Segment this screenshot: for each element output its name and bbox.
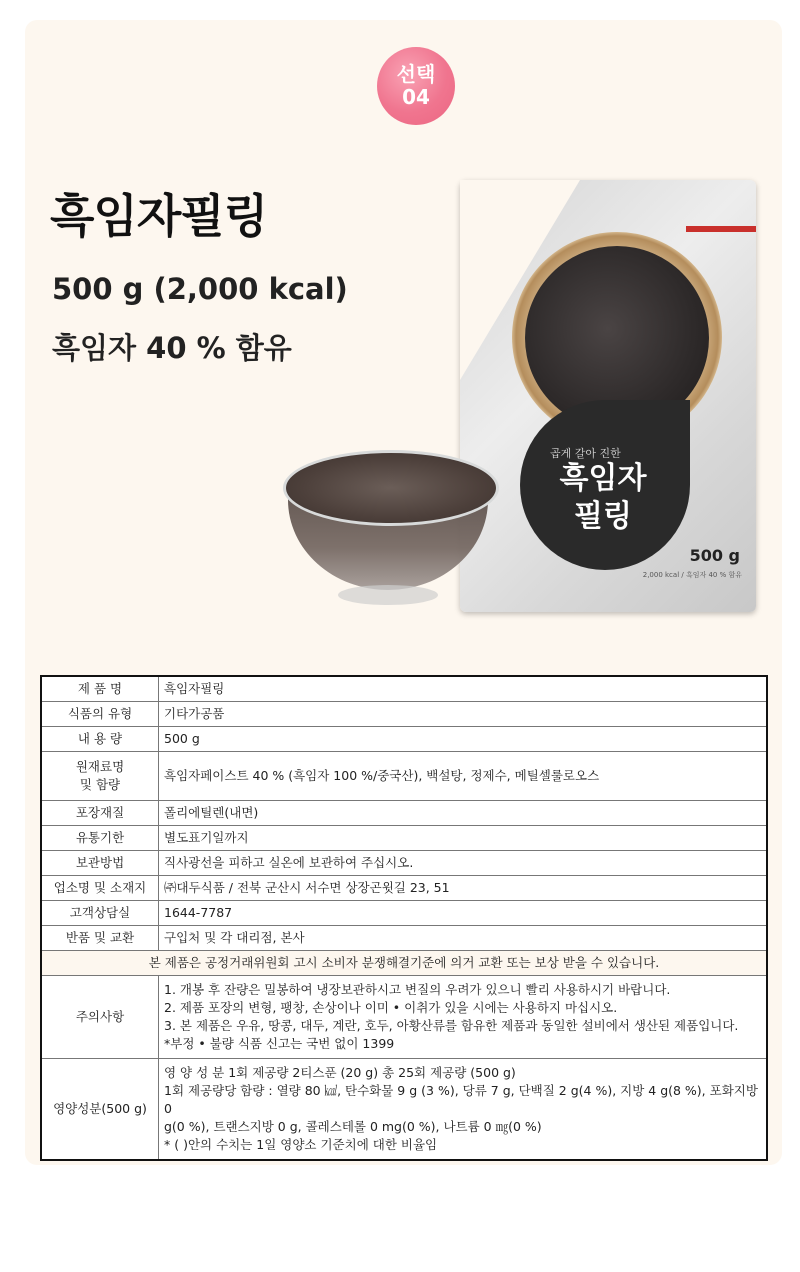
- row-label: 보관방법: [41, 851, 159, 876]
- badge-number: 04: [402, 85, 430, 109]
- badge-label: 선택: [396, 62, 436, 86]
- row-value: 별도표기일까지: [159, 826, 768, 851]
- row-value: 직사광선을 피하고 실온에 보관하여 주십시오.: [159, 851, 768, 876]
- table-row: [41, 676, 767, 702]
- table-row: [41, 801, 767, 826]
- row-value: 폴리에틸렌(내면): [159, 801, 768, 826]
- row-label: 주의사항: [41, 976, 159, 1059]
- table-row: [41, 851, 767, 876]
- table-row: [41, 702, 767, 727]
- row-value: ㈜대두식품 / 전북 군산시 서수면 상장곤윗길 23, 51: [159, 876, 768, 901]
- row-value: 흑임자페이스트 40 % (흑임자 100 %/중국산), 백설탕, 정제수, 메틸셀룰로오스: [159, 752, 768, 801]
- package-weight: 500 g: [689, 546, 740, 565]
- table-row: [41, 876, 767, 901]
- row-label: 포장재질: [41, 801, 159, 826]
- row-value: 기타가공품: [159, 702, 768, 727]
- row-label: 반품 및 교환: [41, 926, 159, 951]
- row-label: 유통기한: [41, 826, 159, 851]
- row-label: 업소명 및 소재지: [41, 876, 159, 901]
- table-row: [41, 976, 767, 1059]
- glass-bowl-image: [278, 450, 498, 615]
- row-label: 제 품 명: [41, 676, 159, 702]
- table-row: [41, 901, 767, 926]
- exchange-notice: 본 제품은 공정거래위원회 고시 소비자 분쟁해결기준에 의거 교환 또는 보상 받을 수 있습니다.: [41, 951, 767, 976]
- caution-text: 1. 개봉 후 잔량은 밀봉하여 냉장보관하시고 변질의 우려가 있으니 빨리 사용하시기 바랍니다. 2. 제품 포장의 변형, 팽창, 손상이나 이미 • 이취가 있을 시에는 사용하지 마십시오. 3. 본 제품은 우유, 땅콩, 대두, 계란, 호두, 아황산류를 함유한 제품과 동일한 설비에서 생산된 제품입니다. *부정 • 불량 식품 신고는 국번 없이 1399: [159, 976, 768, 1059]
- package-product-name: 흑임자 필링: [559, 461, 647, 534]
- table-row: [41, 951, 767, 976]
- table-row: [41, 727, 767, 752]
- table-row: [41, 752, 767, 801]
- selection-badge: [377, 47, 455, 125]
- product-weight-kcal: 500 g (2,000 kcal): [52, 272, 348, 306]
- row-label: 원재료명 및 함량: [41, 752, 159, 801]
- product-title: 흑임자필링: [50, 189, 268, 243]
- table-row: [41, 926, 767, 951]
- row-label: 내 용 량: [41, 727, 159, 752]
- product-package-image: [460, 180, 756, 612]
- row-value: 1644-7787: [159, 901, 768, 926]
- table-row: [41, 826, 767, 851]
- row-label: 영양성분(500 g): [41, 1059, 159, 1161]
- product-spec-table: [40, 675, 768, 1161]
- table-row: [41, 1059, 767, 1161]
- package-tagline: 곱게 갈아 진한: [550, 447, 621, 460]
- row-value: 500 g: [159, 727, 768, 752]
- product-content-ratio: 흑임자 40 % 함유: [52, 331, 292, 365]
- package-kcal-note: 2,000 kcal / 흑임자 40 % 함유: [642, 571, 742, 579]
- row-label: 고객상담실: [41, 901, 159, 926]
- row-value: 구입처 및 각 대리점, 본사: [159, 926, 768, 951]
- row-label: 식품의 유형: [41, 702, 159, 727]
- nutrition-text: 영 양 성 분 1회 제공량 2티스푼 (20 g) 총 25회 제공량 (500 g) 1회 제공량당 함량 : 열량 80 ㎉, 탄수화물 9 g (3 %), 당류 7 g, 단백질 2 g(4 %), 지방 4 g(8 %), 포화지방 0 g(0 %), 트랜스지방 0 g, 콜레스테롤 0 mg(0 %), 나트륨 0 ㎎(0 %) * ( )안의 수치는 1일 영양소 기준치에 대한 비율임: [159, 1059, 768, 1161]
- row-value: 흑임자필링: [159, 676, 768, 702]
